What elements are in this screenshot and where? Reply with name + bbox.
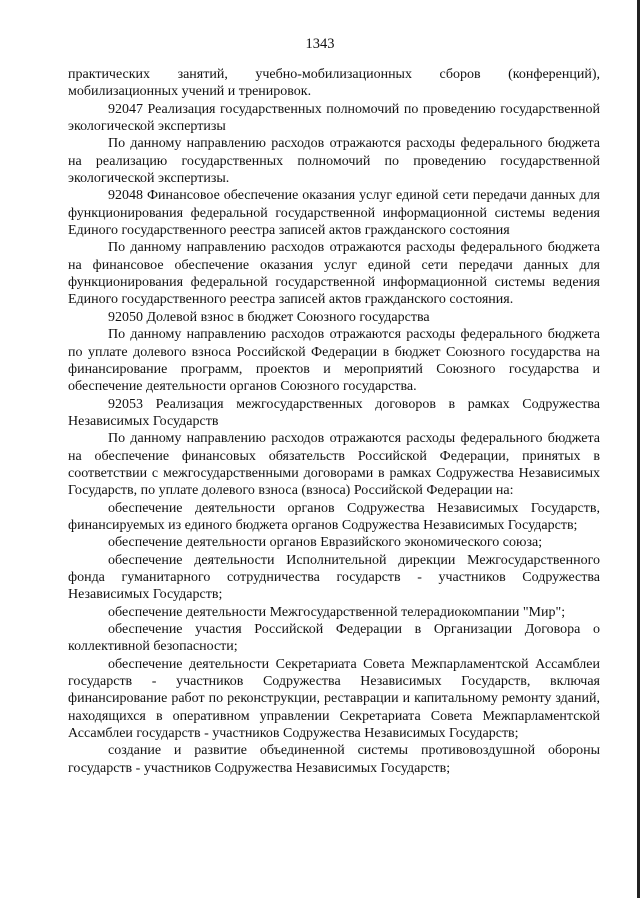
paragraph-92047-body: По данному направлению расходов отражаются расходы федерального бюджета на реализацию государственных полномочий по проведению государственной экологической экспертизы.	[68, 136, 600, 187]
list-item: обеспечение деятельности органов Евразийского экономического союза;	[108, 535, 543, 551]
paragraph-92053-body: По данному направлению расходов отражаются расходы федерального бюджета на обеспечение финансовых обязательств Российской Федерации, принятых в соответствии с межгосударственными договорами в рамках Содружества Независимых Государств, по уплате долевого взноса (взноса) Российской Федерации на:	[68, 431, 600, 499]
list-item: обеспечение деятельности органов Содружества Независимых Государств, финансируемых из единого бюджета органов Содружества Независимых Государств;	[68, 500, 600, 533]
list-item: обеспечение участия Российской Федерации в Организации Договора о коллективной безопасности;	[68, 622, 600, 655]
page-body	[68, 66, 600, 777]
heading-92053: 92053 Реализация межгосударственных договоров в рамках Содружества Независимых Государств	[68, 396, 600, 429]
heading-92047: 92047 Реализация государственных полномочий по проведению государственной экологической экспертизы	[68, 101, 600, 135]
list-item: обеспечение деятельности Межгосударственной телерадиокомпании "Мир";	[108, 604, 566, 620]
page-number: 1343	[305, 36, 335, 52]
list-item: создание и развитие объединенной системы противовоздушной обороны государств - участников Содружества Независимых Государств;	[68, 743, 600, 776]
list-item: обеспечение деятельности Секретариата Совета Межпарламентской Ассамблеи государств - участников Содружества Независимых Государств, включая финансирование работ по реконструкции, реставрации и капитальному ремонту зданий, находящихся в оперативном управлении Секретариата Совета Межпарламентской Ассамблеи государств - участников Содружества Независимых Государств;	[68, 656, 600, 742]
list-item: обеспечение деятельности Исполнительной дирекции Межгосударственного фонда гуманитарного сотрудничества государств - участников Содружества Независимых Государств;	[68, 552, 600, 603]
heading-92050: 92050 Долевой взнос в бюджет Союзного государства	[108, 309, 430, 325]
paragraph-continuation: практических занятий, учебно-мобилизационных сборов (конференций), мобилизационных учений и тренировок.	[68, 67, 600, 100]
paragraph-92048-body: По данному направлению расходов отражаются расходы федерального бюджета на финансовое обеспечение оказания услуг единой сети передачи данных для функционирования федеральной государственной информационной системы ведения Единого государственного реестра записей актов гражданского состояния.	[68, 240, 600, 308]
heading-92048: 92048 Финансовое обеспечение оказания услуг единой сети передачи данных для функционирования федеральной государственной информационной системы ведения Единого государственного реестра записей актов гражданского состояния	[68, 188, 600, 239]
paragraph-92050-body: По данному направлению расходов отражаются расходы федерального бюджета по уплате долевого взноса Российской Федерации в бюджет Союзного государства на финансирование программ, проектов и мероприятий Союзного государства и обеспечение деятельности органов Союзного государства.	[68, 327, 600, 395]
